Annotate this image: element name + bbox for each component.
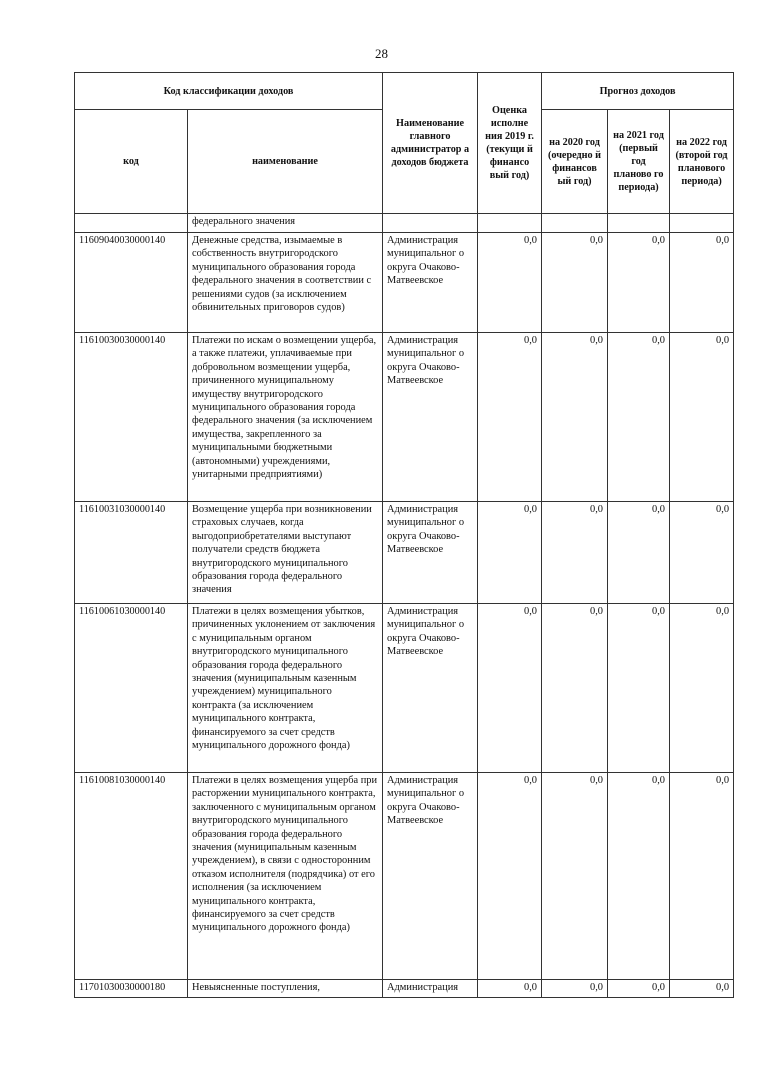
row-name: Платежи в целях возмещения убытков, причиненных уклонением от заключения с муниципальным органом внутригородского муниципального образования города федерального значения (муниципальным казенным учреждением) муниципального контракта (за исключением муниципального контракта, финансируемого за счет средств муниципального дорожного фонда) [188, 604, 383, 773]
code-header: код [75, 110, 188, 214]
row-value-2019: 0,0 [478, 233, 542, 333]
table-row [75, 980, 734, 998]
row-value-2022: 0,0 [670, 980, 734, 998]
row-code: 11701030030000180 [75, 980, 188, 998]
row-value-2019: 0,0 [478, 604, 542, 773]
forecast-2022-header: на 2022 год (второй год планового периода) [670, 110, 734, 214]
row-code: 11610061030000140 [75, 604, 188, 773]
row-name: Платежи в целях возмещения ущерба при расторжении муниципального контракта, заключенного с муниципальным органом внутригородского муниципального образования города федерального значения (муниципальным казенным учреждением), в связи с односторонним отказом исполнителя (подрядчика) от его исполнения (за исключением муниципального контракта, финансируемого за счет средств муниципального дорожного фонда) [188, 773, 383, 980]
row-administrator: Администрация муниципальног о округа Очаково-Матвеевское [383, 233, 478, 333]
row-administrator: Администрация муниципальног о округа Очаково-Матвеевское [383, 773, 478, 980]
administrator-header: Наименование главного администратор а доходов бюджета [383, 73, 478, 214]
name-header: наименование [188, 110, 383, 214]
row-value-2019: 0,0 [478, 333, 542, 502]
row-code: 11610031030000140 [75, 502, 188, 604]
row-value-2022: 0,0 [670, 333, 734, 502]
row-name: Невыясненные поступления, [188, 980, 383, 998]
forecast-2021-header: на 2021 год (первый год планово го периода) [608, 110, 670, 214]
row-value-2020: 0,0 [542, 502, 608, 604]
row-name: Денежные средства, изымаемые в собственность внутригородского муниципального образования города федерального значения в соответствии с решениями судов (за исключением обвинительных приговоров судов) [188, 233, 383, 333]
row-administrator: Администрация [383, 980, 478, 998]
row-value-2019: 0,0 [478, 773, 542, 980]
row-value-2021: 0,0 [608, 604, 670, 773]
table-row [75, 773, 734, 980]
row-value-2022: 0,0 [670, 604, 734, 773]
forecast-2020-header: на 2020 год (очередно й финансов ый год) [542, 110, 608, 214]
row-value-2021: 0,0 [608, 333, 670, 502]
continuation-text: федерального значения [188, 214, 383, 233]
row-value-2020: 0,0 [542, 980, 608, 998]
table-row [75, 604, 734, 773]
continuation-row [75, 214, 734, 233]
classification-group-header: Код классификации доходов [75, 73, 383, 110]
revenue-table [74, 72, 734, 998]
row-name: Платежи по искам о возмещении ущерба, а также платежи, уплачиваемые при добровольном возмещении ущерба, причиненного муниципальному имуществу внутригородского муниципального образования города федерального значения (за исключением имущества, закрепленного за муниципальными бюджетными (автономными) учреждениями, унитарными предприятиями) [188, 333, 383, 502]
row-administrator: Администрация муниципальног о округа Очаково-Матвеевское [383, 333, 478, 502]
row-administrator: Администрация муниципальног о округа Очаково-Матвеевское [383, 502, 478, 604]
table-row [75, 333, 734, 502]
row-code: 11610081030000140 [75, 773, 188, 980]
row-value-2020: 0,0 [542, 233, 608, 333]
row-value-2022: 0,0 [670, 233, 734, 333]
row-administrator: Администрация муниципальног о округа Очаково-Матвеевское [383, 604, 478, 773]
row-value-2022: 0,0 [670, 502, 734, 604]
row-value-2019: 0,0 [478, 980, 542, 998]
cell-code [75, 214, 188, 233]
row-value-2020: 0,0 [542, 773, 608, 980]
estimate-2019-header: Оценка исполне ния 2019 г. (текущи й финансо вый год) [478, 73, 542, 214]
table-row [75, 233, 734, 333]
row-value-2020: 0,0 [542, 604, 608, 773]
row-code: 11609040030000140 [75, 233, 188, 333]
row-value-2020: 0,0 [542, 333, 608, 502]
row-code: 11610030030000140 [75, 333, 188, 502]
row-value-2021: 0,0 [608, 773, 670, 980]
forecast-group-header: Прогноз доходов [542, 73, 734, 110]
row-value-2021: 0,0 [608, 233, 670, 333]
row-value-2019: 0,0 [478, 502, 542, 604]
row-value-2021: 0,0 [608, 502, 670, 604]
row-value-2022: 0,0 [670, 773, 734, 980]
row-name: Возмещение ущерба при возникновении страховых случаев, когда выгодоприобретателями выступают получатели средств бюджета внутригородского муниципального образования города федерального значения [188, 502, 383, 604]
row-value-2021: 0,0 [608, 980, 670, 998]
table-row [75, 502, 734, 604]
page-number: 28 [375, 46, 388, 61]
